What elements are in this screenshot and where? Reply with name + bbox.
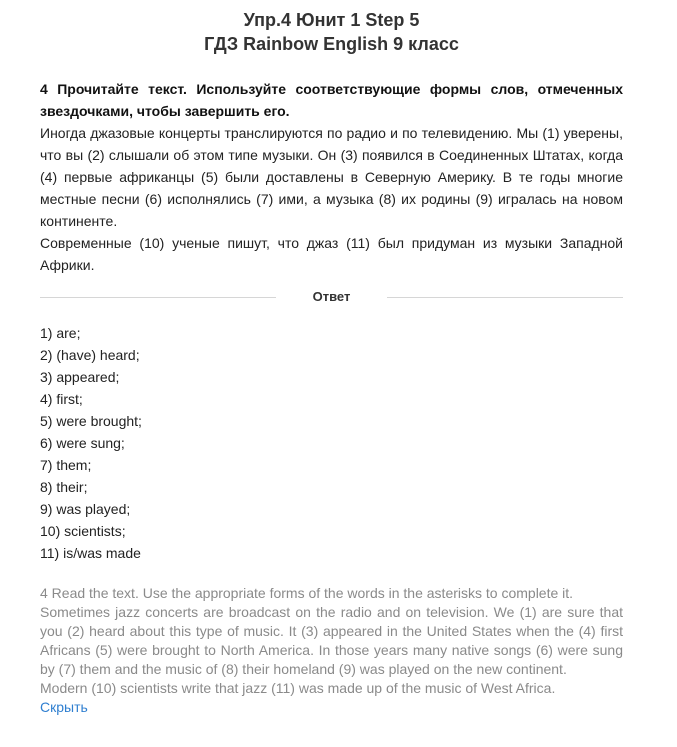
hide-translation-link[interactable]: Скрыть xyxy=(40,699,88,715)
answer-item: 4) first; xyxy=(40,391,83,407)
answer-item: 1) are; xyxy=(40,325,81,341)
translation-heading: 4 Read the text. Use the appropriate forms of the words in the asterisks to complete it. xyxy=(40,585,574,601)
page-content xyxy=(40,0,623,717)
task-paragraph: Современные (10) ученые пишут, что джаз (11) был придуман из музыки Западной Африки. xyxy=(40,235,623,273)
answer-item: 2) (have) heard; xyxy=(40,347,140,363)
answer-divider xyxy=(40,286,623,308)
title-book: ГДЗ Rainbow English 9 класс xyxy=(204,34,459,54)
task-paragraph: Иногда джазовые концерты транслируются по радио и по телевидению. Мы (1) уверены, что вы (2) слышали об этом типе музыки. Он (3) появился в Соединенных Штатах, когда (4) первые африканцы (5) были доставлены в Северную Америку. В те годы многие местные песни (6) исполнялись (7) ими, а музыка (8) их родины (9) игралась на новом континенте. xyxy=(40,125,623,229)
answer-item: 3) appeared; xyxy=(40,369,120,385)
answer-item: 7) them; xyxy=(40,457,92,473)
title-exercise: Упр.4 Юнит 1 Step 5 xyxy=(243,10,420,30)
translation-block xyxy=(40,584,623,717)
answer-item: 9) was played; xyxy=(40,501,131,517)
translation-paragraph: Modern (10) scientists write that jazz (11) was made up of the music of West Africa. xyxy=(40,680,556,696)
task-heading: 4 Прочитайте текст. Используйте соответствующие формы слов, отмеченных звездочками, чтобы завершить его. xyxy=(40,81,623,119)
answer-item: 8) their; xyxy=(40,479,88,495)
answer-item: 11) is/was made xyxy=(40,545,141,561)
answer-list xyxy=(40,322,623,564)
answer-item: 5) were brought; xyxy=(40,413,142,429)
answer-item: 10) scientists; xyxy=(40,523,126,539)
page-title xyxy=(40,8,623,56)
divider-line-right xyxy=(387,297,623,298)
task-text xyxy=(40,122,623,276)
answer-label: Ответ xyxy=(312,289,351,304)
answer-item: 6) were sung; xyxy=(40,435,125,451)
translation-paragraph: Sometimes jazz concerts are broadcast on the radio and on television. We (1) are sure that you (2) heard about this type of music. It (3) appeared in the United States when the (4) first Africans (5) were brought to North America. In those years many native songs (6) were sung by (7) them and the music of (8) their homeland (9) was played on the new continent. xyxy=(40,604,623,677)
